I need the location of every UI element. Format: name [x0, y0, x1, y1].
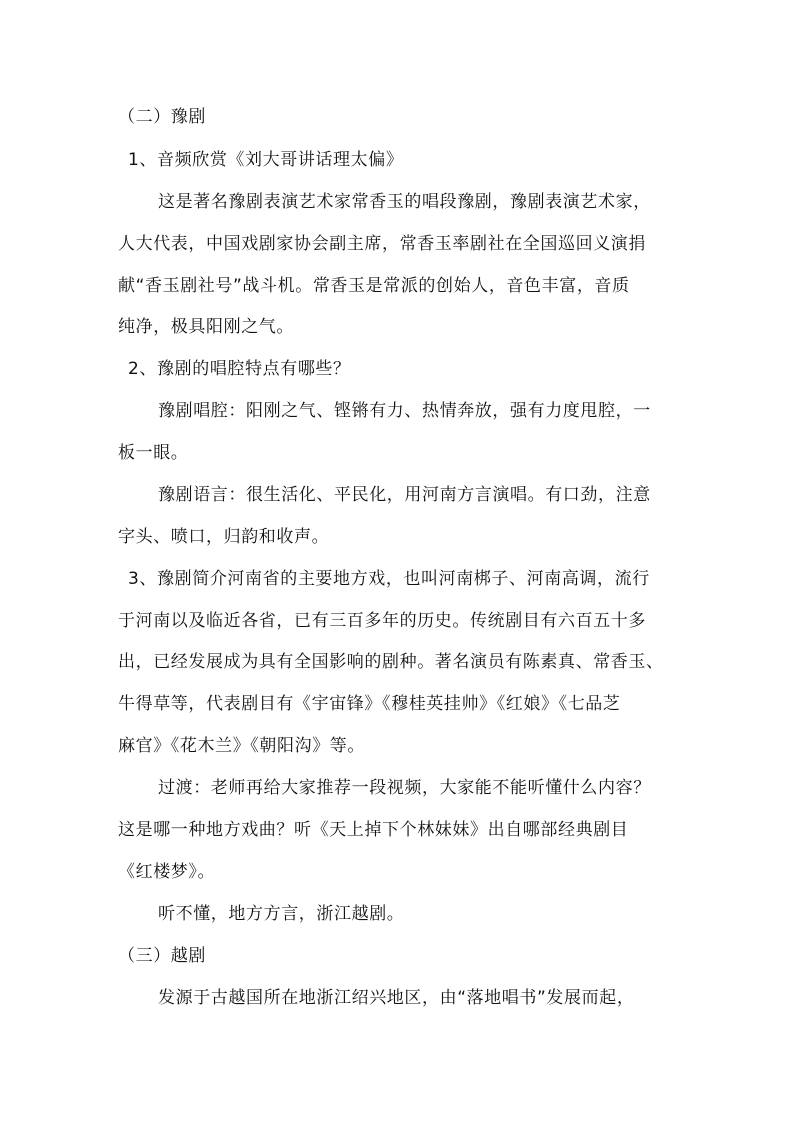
paragraph-line: 纯净，极具阳刚之气。 — [118, 317, 294, 337]
paragraph-line: 人大代表，中国戏剧家协会副主席，常香玉率剧社在全国巡回义演捐 — [118, 234, 646, 254]
paragraph-line: 听不懂，地方方言，浙江越剧。 — [158, 904, 405, 924]
section-heading-henan-opera: （二）豫剧 — [118, 107, 206, 127]
paragraph-line: 这是著名豫剧表演艺术家常香玉的唱段豫剧，豫剧表演艺术家， — [158, 192, 651, 212]
paragraph-line: 牛得草等，代表剧目有《宇宙锋》《穆桂英挂帅》《红娘》《七品芝 — [118, 694, 621, 714]
paragraph-line: 于河南以及临近各省，已有三百多年的历史。传统剧目有六百五十多 — [118, 611, 646, 631]
paragraph-line: 麻官》《花木兰》《朝阳沟》等。 — [118, 736, 365, 756]
paragraph-line: 出，已经发展成为具有全国影响的剧种。著名演员有陈素真、常香玉、 — [118, 652, 664, 672]
paragraph-line: 字头、喷口，归韵和收声。 — [118, 527, 330, 547]
section-heading-yue-opera: （三）越剧 — [118, 946, 206, 966]
item-heading-audio-appreciation: 1、音频欣赏《刘大哥讲话理太偏》 — [128, 150, 404, 170]
paragraph-line: 这是哪一种地方戏曲？听《天上掉下个林妹妹》出自哪部经典剧目 — [118, 820, 629, 840]
paragraph-line: 豫剧语言：很生活化、平民化，用河南方言演唱。有口劲，注意 — [158, 485, 651, 505]
paragraph-line: 献“香玉剧社号”战斗机。常香玉是常派的创始人，音色丰富，音质 — [118, 276, 630, 296]
item-heading-singing-features: 2、豫剧的唱腔特点有哪些？ — [128, 359, 351, 379]
paragraph-line: 板一眼。 — [118, 443, 189, 463]
item-heading-introduction: 3、豫剧简介河南省的主要地方戏，也叫河南梆子、河南高调，流行 — [128, 569, 650, 589]
paragraph-line: 《红楼梦》。 — [118, 862, 216, 882]
paragraph-line: 豫剧唱腔：阳刚之气、铿锵有力、热情奔放，强有力度甩腔，一 — [158, 401, 651, 421]
paragraph-line: 发源于古越国所在地浙江绍兴地区，由“落地唱书”发展而起， — [158, 988, 635, 1008]
paragraph-line: 过渡：老师再给大家推荐一段视频，大家能不能听懂什么内容？ — [158, 778, 651, 798]
